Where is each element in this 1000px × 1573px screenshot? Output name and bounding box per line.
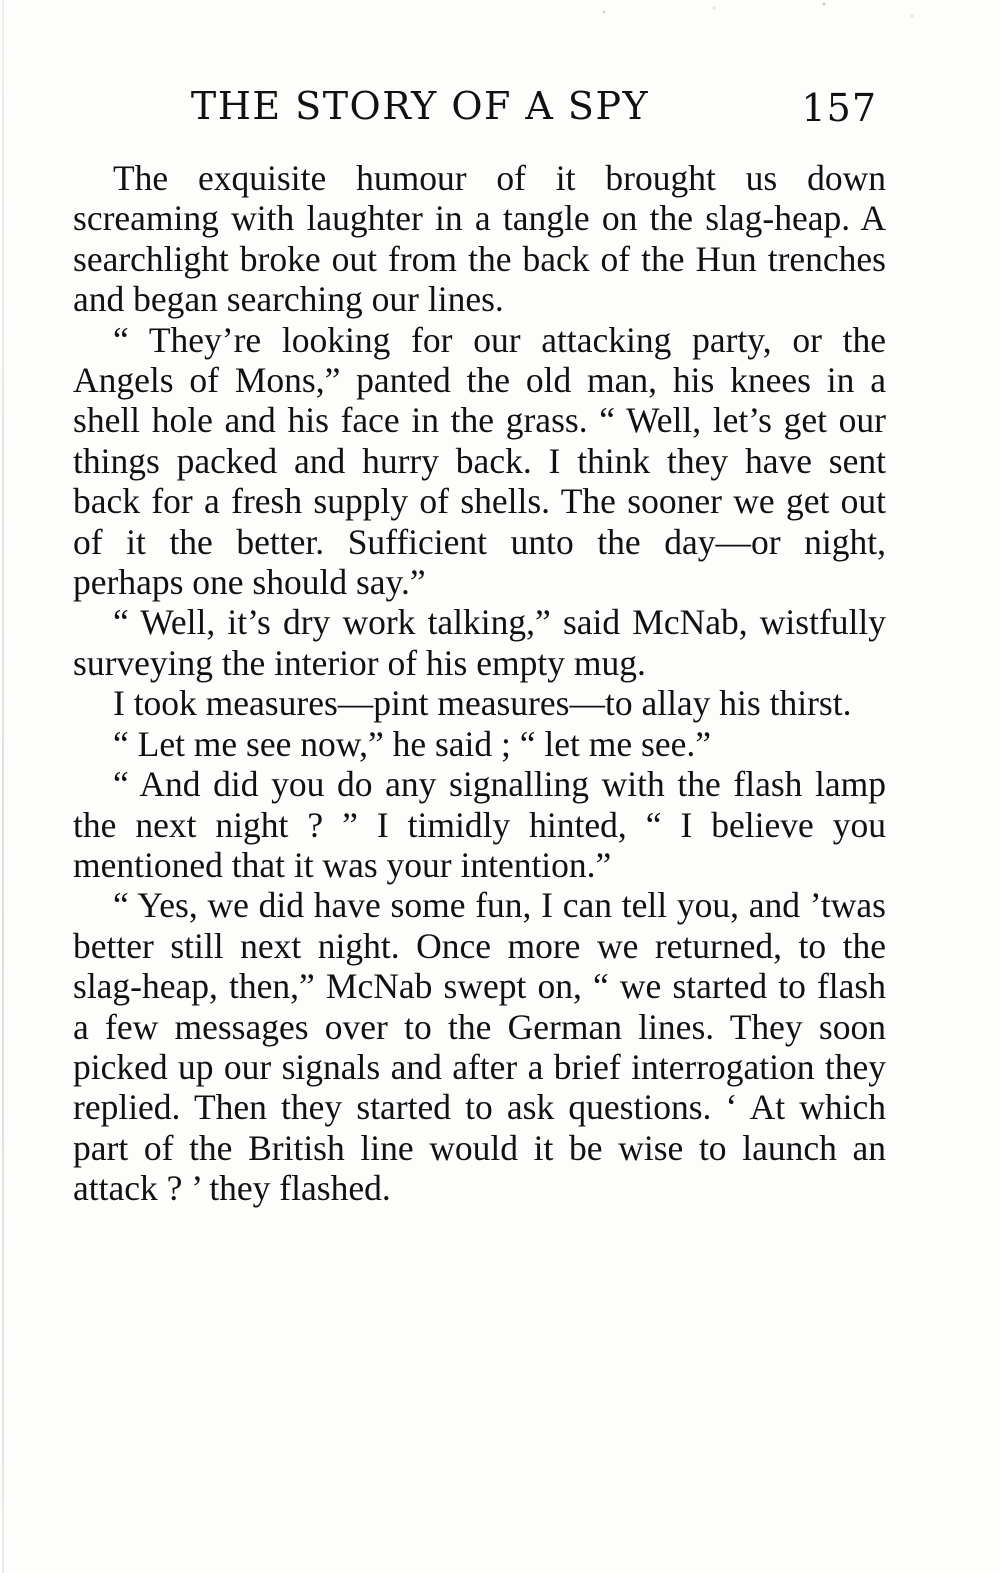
paragraph: “ Let me see now,” he said ; “ let me see.” [113, 723, 711, 764]
paragraph: “ And did you do any signalling with the flash lamp the next night ? ” I timidly hinted, “ I believe you mentioned that it was your intention.” [73, 764, 886, 885]
paragraph: “ They’re looking for our attacking party, or the Angels of Mons,” panted the old man, his knees in a shell hole and his face in the grass. “ Well, let’s get our things packed and hurry back. I think they have sent back for a fresh supply of shells. The sooner we get out of it the better. Sufficient unto the day—or night, perhaps one should say.” [73, 319, 886, 603]
page-edge-shadow [2, 0, 4, 1573]
running-title: THE STORY OF A SPY [190, 84, 650, 128]
paragraph: The exquisite humour of it brought us down screaming with laughter in a tangle on the slag-heap. A searchlight broke out from the back of the Hun trenches and began searching our lines. [73, 158, 886, 320]
paragraph: I took measures—pint measures—to allay his thirst. [113, 683, 852, 724]
paragraph: “ Yes, we did have some fun, I can tell you, and ’twas better still next night. Once more we returned, to the slag-heap, then,” McNab swept on, “ we started to flash a few messages over to the German lines. They soon picked up our signals and after a brief interrogation they replied. Then they started to ask questions. ‘ At which part of the British line would it be wise to launch an attack ? ’ they flashed. [73, 885, 886, 1209]
page-number: 157 [801, 86, 877, 130]
paragraph: “ Well, it’s dry work talking,” said McNab, wistfully surveying the interior of his empty mug. [73, 602, 886, 683]
running-header [70, 78, 885, 134]
print-speckle [560, 0, 1000, 40]
body-text [73, 158, 886, 1209]
